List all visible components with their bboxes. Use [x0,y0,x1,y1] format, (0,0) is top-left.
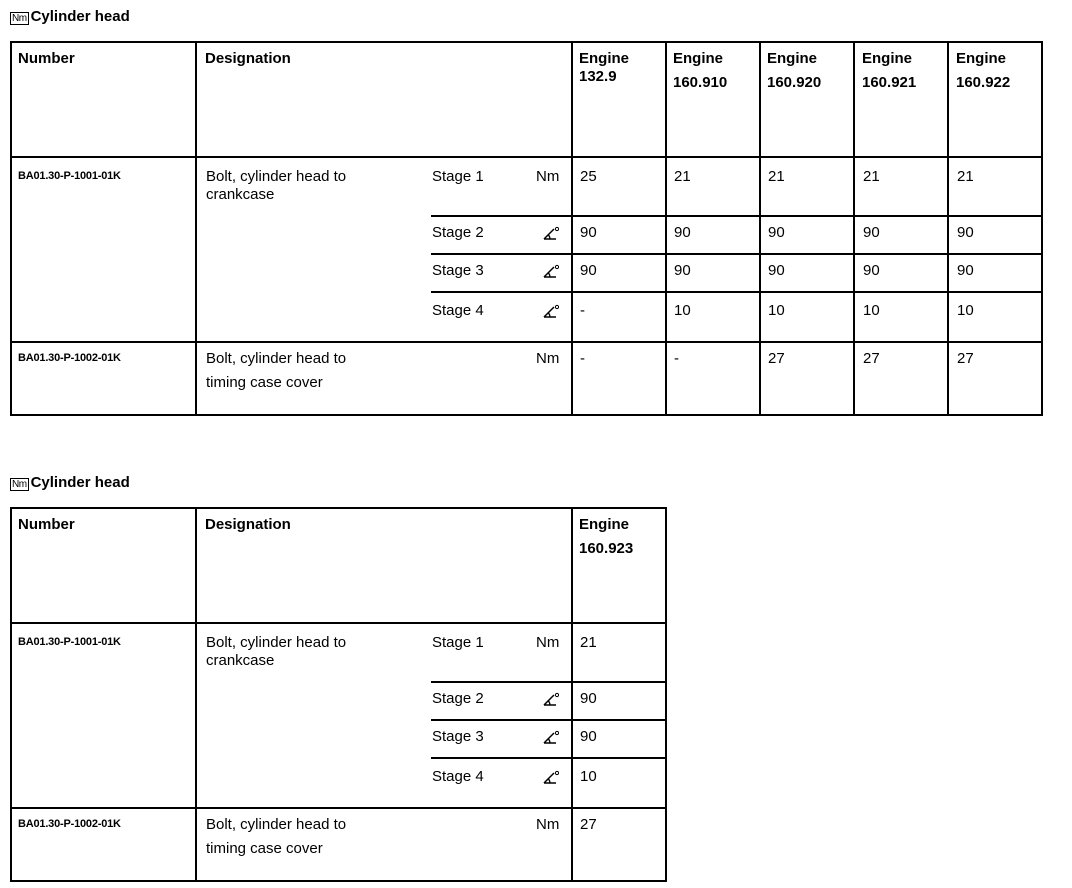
part-number: BA01.30-P-1001-01K [18,170,121,182]
stage-label: Stage 3 [432,728,484,745]
part-number: BA01.30-P-1001-01K [18,636,121,648]
angle-value: 90 [768,224,785,241]
column-header-engine-label: Engine [579,50,630,67]
angle-value: 90 [768,262,785,279]
column-header-engine-label: Engine [767,50,818,67]
section-title-text: Cylinder head [30,8,130,25]
designation-text: crankcase [206,652,275,669]
angle-value: 90 [580,224,597,241]
part-number: BA01.30-P-1002-01K [18,352,121,364]
designation-text: Bolt, cylinder head to [206,350,347,367]
column-header-number: Number [18,50,75,67]
column-header-number: Number [18,516,75,533]
torque-value: 21 [674,168,691,185]
column-header-designation: Designation [205,516,291,533]
stage-label: Stage 4 [432,768,484,785]
torque-value: 27 [863,350,880,367]
angle-value: 90 [674,224,691,241]
stage-label: Stage 2 [432,224,484,241]
angle-value: 90 [674,262,691,279]
torque-value: 27 [580,816,597,833]
designation-text: Bolt, cylinder head to [206,168,347,185]
column-header-engine-code: 160.923 [579,540,634,557]
stage-label: Stage 2 [432,690,484,707]
angle-value: 90 [957,224,974,241]
column-header-engine-label: Engine [956,50,1007,67]
column-header-engine-label: Engine [673,50,724,67]
unit-nm: Nm [536,816,560,833]
designation-text: Bolt, cylinder head to [206,816,347,833]
torque-value: 21 [863,168,880,185]
designation-text: timing case cover [206,840,323,857]
torque-value: - [674,350,679,367]
angle-value: 90 [863,224,880,241]
column-header-designation: Designation [205,50,291,67]
section-title-1 [10,8,130,25]
column-header-engine-code: 160.920 [767,74,822,91]
column-header-engine-code: 160.910 [673,74,728,91]
angle-value: 90 [957,262,974,279]
torque-value: 27 [957,350,974,367]
column-header-engine-label: Engine [862,50,913,67]
designation-text: crankcase [206,186,275,203]
stage-label: Stage 1 [432,168,484,185]
angle-value: 10 [674,302,691,319]
angle-degree-icon [543,730,559,744]
column-header-engine-code: 132.9 [579,68,617,85]
angle-degree-icon [543,264,559,278]
stage-label: Stage 4 [432,302,484,319]
designation-text: timing case cover [206,374,323,391]
stage-label: Stage 1 [432,634,484,651]
torque-nm-icon: Nm [12,13,27,24]
angle-value: 10 [768,302,785,319]
angle-value: 90 [580,728,597,745]
angle-degree-icon [543,304,559,318]
column-header-engine-code: 160.922 [956,74,1011,91]
section-title-text: Cylinder head [30,474,130,491]
angle-value: - [580,302,585,319]
angle-value: 90 [580,262,597,279]
torque-value: 21 [957,168,974,185]
torque-value: 27 [768,350,785,367]
angle-degree-icon [543,692,559,706]
torque-value: 21 [768,168,785,185]
unit-nm: Nm [536,350,560,367]
angle-value: 10 [957,302,974,319]
angle-degree-icon [543,226,559,240]
stage-label: Stage 3 [432,262,484,279]
torque-value: 21 [580,634,597,651]
angle-value: 10 [580,768,597,785]
unit-nm: Nm [536,634,560,651]
section-title-2 [10,474,130,491]
angle-value: 90 [580,690,597,707]
angle-value: 10 [863,302,880,319]
angle-degree-icon [543,770,559,784]
column-header-engine-label: Engine [579,516,630,533]
unit-nm: Nm [536,168,560,185]
angle-value: 90 [863,262,880,279]
designation-text: Bolt, cylinder head to [206,634,347,651]
torque-value: 25 [580,168,597,185]
torque-value: - [580,350,585,367]
torque-nm-icon: Nm [12,479,27,490]
part-number: BA01.30-P-1002-01K [18,818,121,830]
column-header-engine-code: 160.921 [862,74,917,91]
